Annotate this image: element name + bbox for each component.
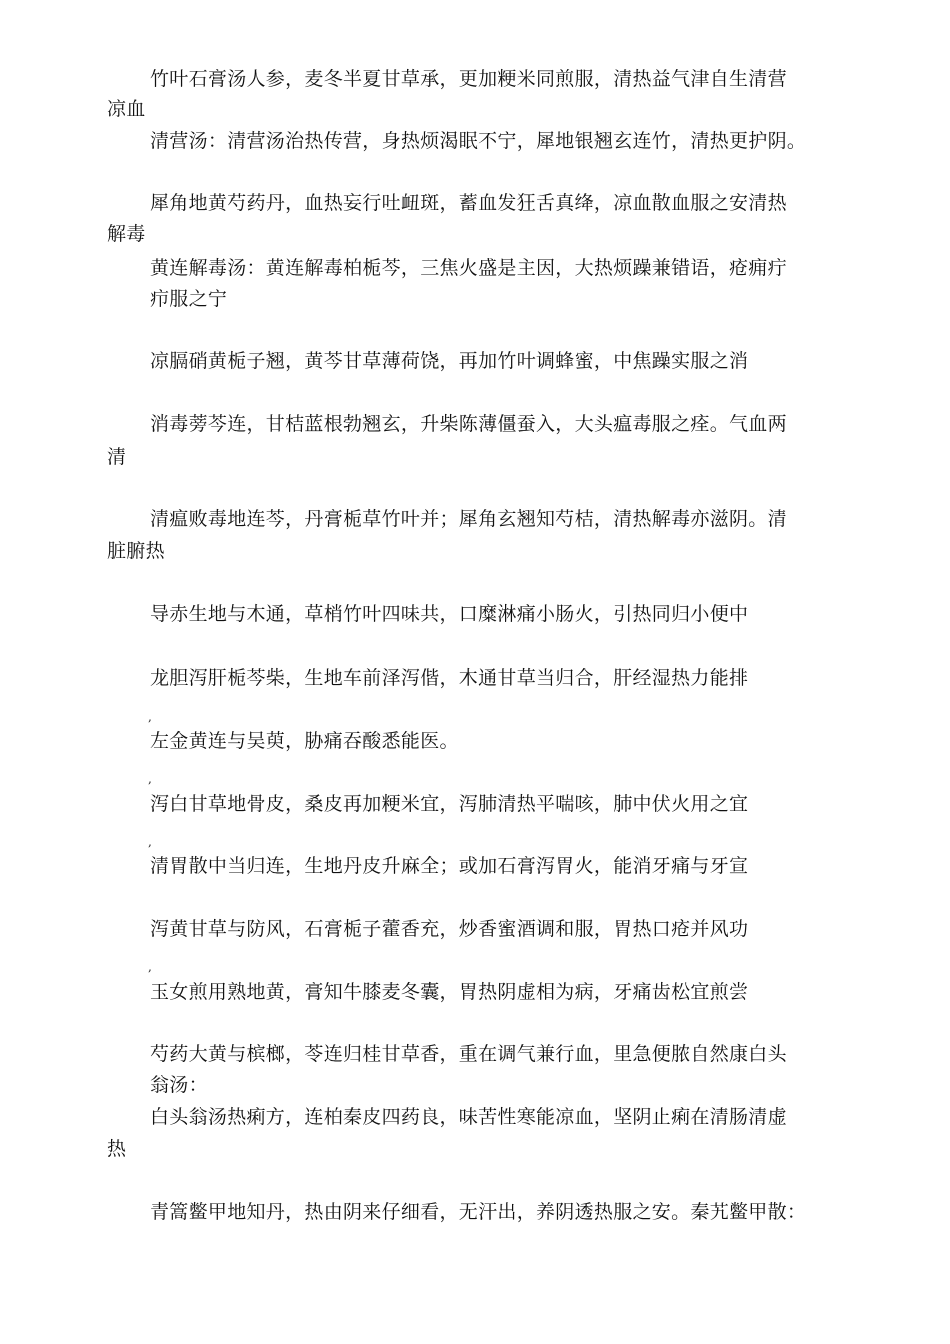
text-line: 玉女煎用熟地黄，膏知牛膝麦冬囊，胃热阴虚相为病，牙痛齿松宜煎尝 [150,981,749,1003]
text-line: 清瘟败毒地连芩，丹膏栀草竹叶并；犀角玄翘知芍桔，清热解毒亦滋阴。清 [150,508,787,530]
text-line: 龙胆泻肝栀芩柴，生地车前泽泻偕，木通甘草当归合，肝经湿热力能排 [150,667,749,689]
stray-mark: , [148,835,152,849]
text-line: 导赤生地与木通，草梢竹叶四味共，口糜淋痛小肠火，引热同归小便中 [150,603,749,625]
text-line: 清 [107,446,127,468]
text-line: 解毒 [107,223,146,245]
text-line: 清胃散中当归连，生地丹皮升麻全；或加石膏泻胃火，能消牙痛与牙宣 [150,855,749,877]
text-line: 芍药大黄与槟榔，苓连归桂甘草香，重在调气兼行血，里急便脓自然康白头 [150,1043,787,1065]
text-line: 清营汤：清营汤治热传营，身热烦渴眠不宁，犀地银翘玄连竹，清热更护阴。 [150,130,807,152]
text-line: 泻白甘草地骨皮，桑皮再加粳米宜，泻肺清热平喘咳，肺中伏火用之宜 [150,793,749,815]
text-line: 竹叶石膏汤人参，麦冬半夏甘草承，更加粳米同煎服，清热益气津自生清营 [150,68,787,90]
text-line: 白头翁汤热痢方，连柏秦皮四药良，味苦性寒能凉血，坚阴止痢在清肠清虚 [150,1106,787,1128]
text-line: 泻黄甘草与防风，石膏栀子藿香充，炒香蜜酒调和服，胃热口疮并风功 [150,918,749,940]
text-line: 热 [107,1138,127,1160]
stray-mark: , [148,960,152,974]
text-line: 凉膈硝黄栀子翘，黄芩甘草薄荷饶，再加竹叶调蜂蜜，中焦躁实服之消 [150,350,749,372]
text-line: 脏腑热 [107,540,165,562]
text-line: 犀角地黄芍药丹，血热妄行吐衄斑，蓄血发狂舌真绛，凉血散血服之安清热 [150,192,787,214]
text-line: 疖服之宁 [150,288,228,310]
text-line: 左金黄连与吴萸，胁痛吞酸悉能医。 [150,730,459,752]
stray-mark: , [148,710,152,724]
stray-mark: , [148,772,152,786]
text-line: 翁汤： [150,1074,208,1096]
text-line: 消毒蒡芩连，甘桔蓝根勃翘玄，升柴陈薄僵蚕入，大头瘟毒服之痊。气血两 [150,413,787,435]
text-line: 凉血 [107,98,146,120]
text-line: 青篙鳖甲地知丹，热由阴来仔细看，无汗出，养阴透热服之安。秦艽鳖甲散： [150,1201,807,1223]
text-line: 黄连解毒汤：黄连解毒柏栀芩，三焦火盛是主因，大热烦躁兼错语，疮痈疔 [150,257,787,279]
